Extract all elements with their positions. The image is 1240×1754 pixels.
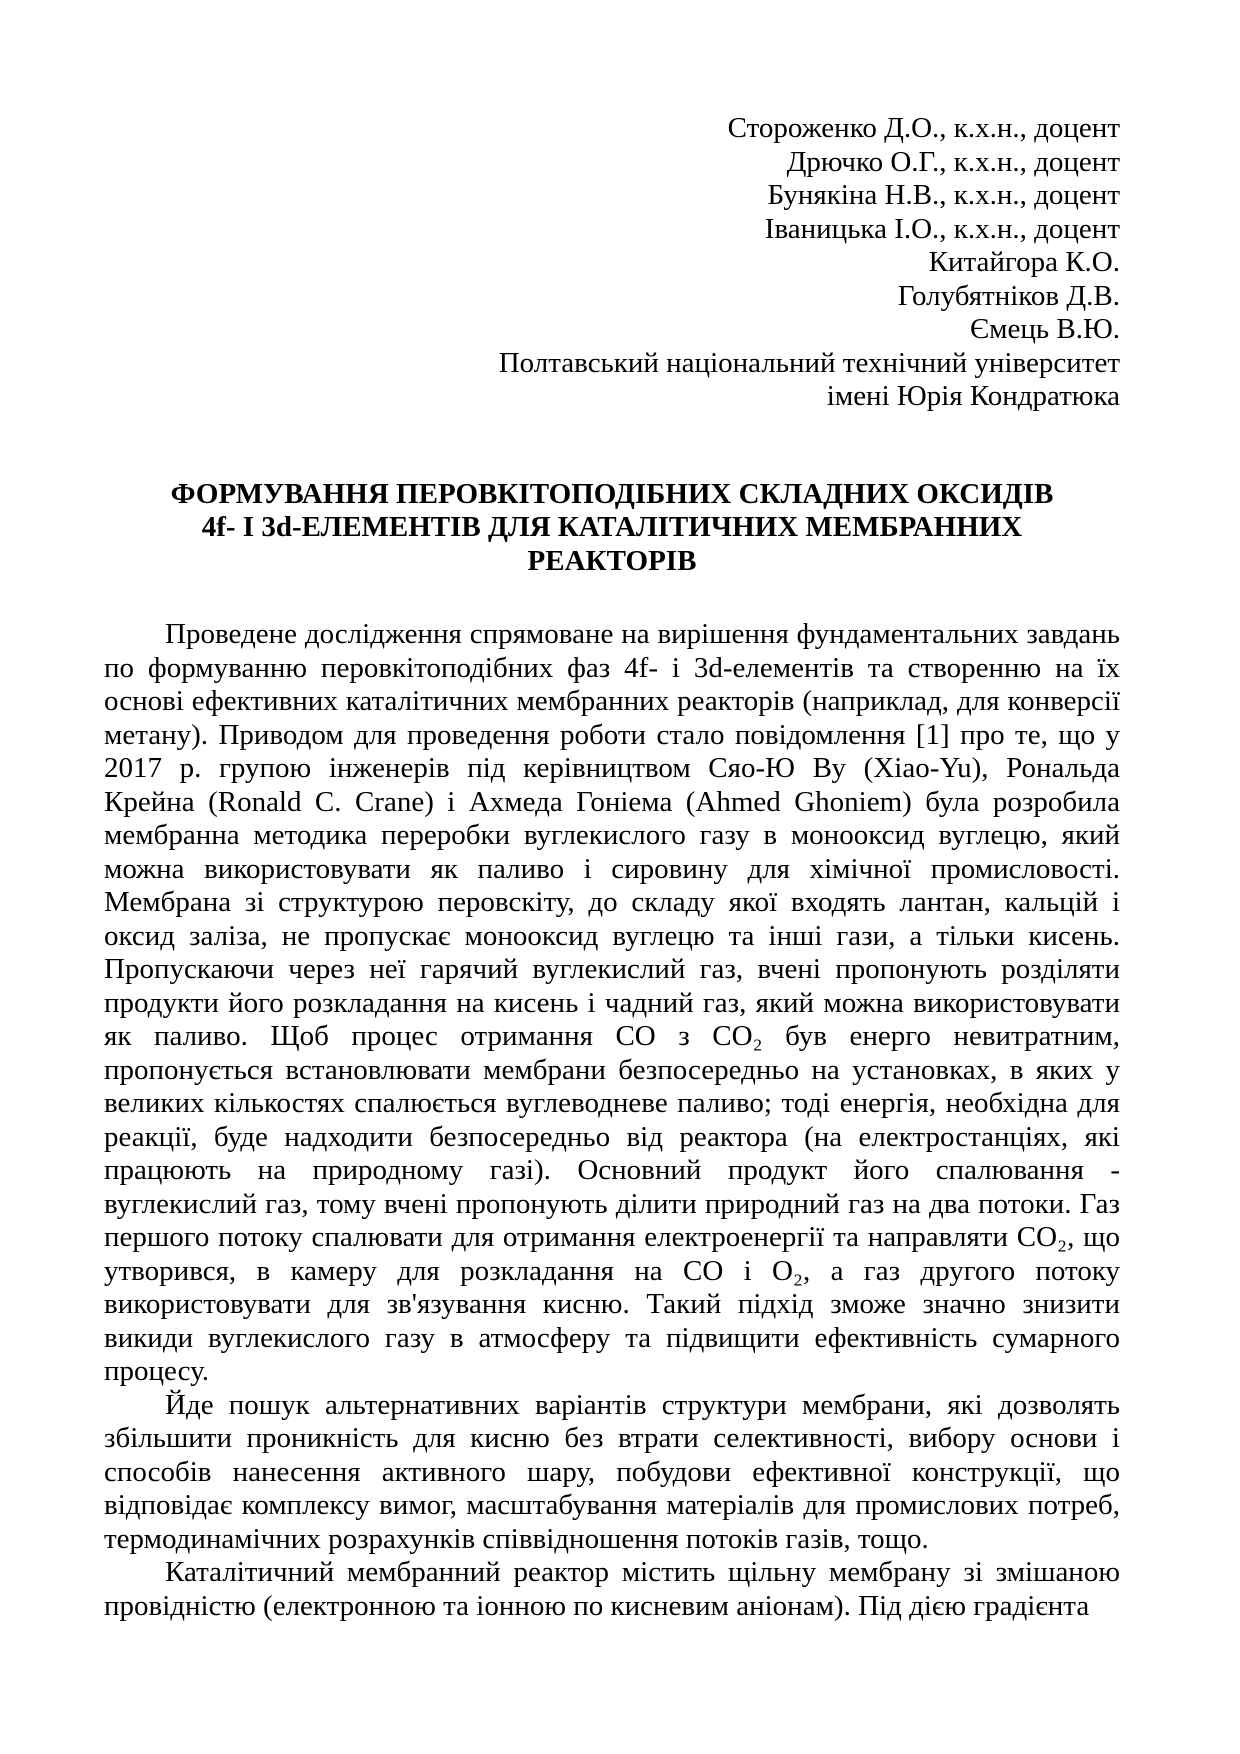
title-line-1: ФОРМУВАННЯ ПЕРОВКІТОПОДІБНИХ СКЛАДНИХ ОКСИДІВ (170, 477, 1054, 510)
affiliation-line-1: Полтавський національний технічний університет (498, 346, 1120, 379)
affiliation-line-2: імені Юрія Кондратюка (826, 380, 1120, 412)
paragraph-3: Каталітичний мембранний реактор містить щільну мембрану зі змішаною провідністю (електронною та іонною по кисневим аніонам). Під дією градієнта (104, 1556, 1120, 1622)
document-body (104, 618, 1120, 1623)
title-line-3: РЕАКТОРІВ (527, 544, 697, 577)
author-line-1: Стороженко Д.О., к.х.н., доцент (727, 112, 1120, 144)
paragraph-1: Проведене дослідження спрямоване на вирішення фундаментальних завдань по формуванню перовкітоподібних фаз 4f- і 3d-елементів та створенню на їх основі ефективних каталітичних мембранних реакторів (наприклад, для конверсії метану). Приводом для проведення роботи стало повідомлення [1] про те, що у 2017 р. групою інженерів під керівництвом Сяо-Ю Ву (Xiao-Yu), Рональда Крейна (Ronald C. Crane) і Ахмеда Гоніема (Ahmed Ghoniem) була розробила мембранна методика переробки вуглекислого газу в монооксид вуглецю, який можна використовувати як паливо і сировину для хімічної промисловості. Мембрана зі структурою перовскіту, до складу якої входять лантан, кальцій і оксид заліза, не пропускає монооксид вуглецю та інші гази, а тільки кисень. Пропускаючи через неї гарячий вуглекислий газ, вчені пропонують розділяти продукти його розкладання на кисень і чадний газ, який можна використовувати як паливо. Щоб процес отримання CO з CO₂ був енерго невитратним, пропонується встановлювати мембрани безпосередньо на установках, в яких у великих кількостях спалюється вуглеводневе паливо; тоді енергія, необхідна для реакції, буде надходити безпосередньо від реактора (на електростанціях, які працюють на природному газі). Основний продукт його спалювання - вуглекислий газ, тому вчені пропонують ділити природний газ на два потоки. Газ першого потоку спалювати для отримання електроенергії та направляти CO₂, що утворився, в камеру для розкладання на CO і O₂, а газ другого потоку використовувати для зв'язування кисню. Такий підхід зможе значно знизити викиди вуглекислого газу в атмосферу та підвищити ефективність сумарного процесу. (104, 618, 1120, 1387)
author-line-2: Дрючко О.Г., к.х.н., доцент (786, 145, 1120, 178)
author-line-4: Іваницька І.О., к.х.н., доцент (764, 212, 1120, 245)
paragraph-2: Йде пошук альтернативних варіантів структури мембрани, які дозволять збільшити проникність для кисню без втрати селективності, вибору основи і способів нанесення активного шару, побудови ефективної конструкції, що відповідає комплексу вимог, масштабування матеріалів для промислових потреб, термодинамічних розрахунків співвідношення потоків газів, тощо. (104, 1388, 1120, 1555)
author-line-7: Ємець В.Ю. (969, 313, 1120, 345)
author-block (104, 112, 1120, 414)
author-line-3: Бунякіна Н.В., к.х.н., доцент (767, 179, 1120, 211)
author-line-6: Голубятніков Д.В. (897, 279, 1120, 312)
title-line-2: 4f- І 3d-ЕЛЕМЕНТІВ ДЛЯ КАТАЛІТИЧНИХ МЕМБРАННИХ (201, 511, 1023, 543)
page-title (104, 478, 1120, 579)
author-line-5: Китайгора К.О. (928, 246, 1120, 278)
